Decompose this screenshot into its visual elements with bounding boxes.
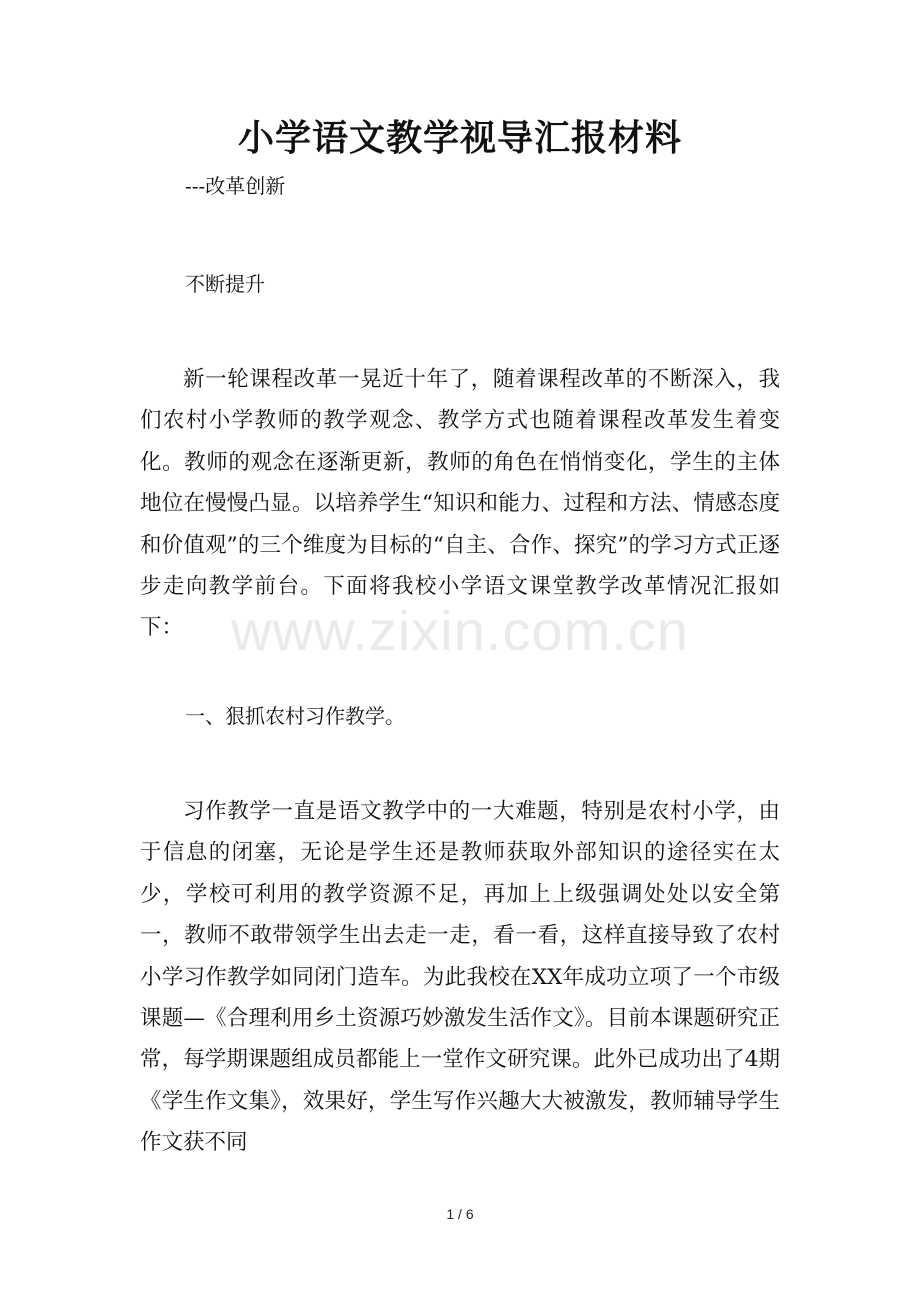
document-title: 小学语文教学视导汇报材料 bbox=[237, 117, 682, 159]
section-heading-1: 一、狠抓农村习作教学。 bbox=[185, 704, 405, 728]
document-subtitle: ---改革创新 bbox=[185, 174, 286, 198]
watermark-text: www.zixin.com.cn bbox=[231, 599, 689, 662]
page-indicator: 1 / 6 bbox=[446, 1206, 474, 1222]
paragraph-intro: 新一轮课程改革一晃近十年了，随着课程改革的不断深入，我们农村小学教师的教学观念、教学方式也随着课程改革发生着变化。教师的观念在逐渐更新，教师的角色在悄悄变化，学生的主体地位在慢慢凸显。以培养学生“知识和能力、过程和方法、情感态度和价值观”的三个维度为目标的“自主、合作、探究”的学习方式正逐步走向教学前台。下面将我校小学语文课堂教学改革情况汇报如下： bbox=[140, 367, 780, 641]
subtitle-line-2: 不断提升 bbox=[185, 272, 265, 296]
paragraph-section-1: 习作教学一直是语文教学中的一大难题，特别是农村小学，由于信息的闭塞，无论是学生还是教师获取外部知识的途径实在太少，学校可利用的教学资源不足，再加上上级强调处处以安全第一，教师不敢带领学生出去走一走，看一看，这样直接导致了农村小学习作教学如同闭门造车。为此我校在XX年成功立项了一个市级课题—《合理利用乡土资源巧妙激发生活作文》。目前本课题研究正常，每学期课题组成员都能上一堂作文研究课。此外已成功出了4期《学生作文集》，效果好，学生写作兴趣大大被激发，教师辅导学生作文获不同 bbox=[140, 799, 780, 1156]
